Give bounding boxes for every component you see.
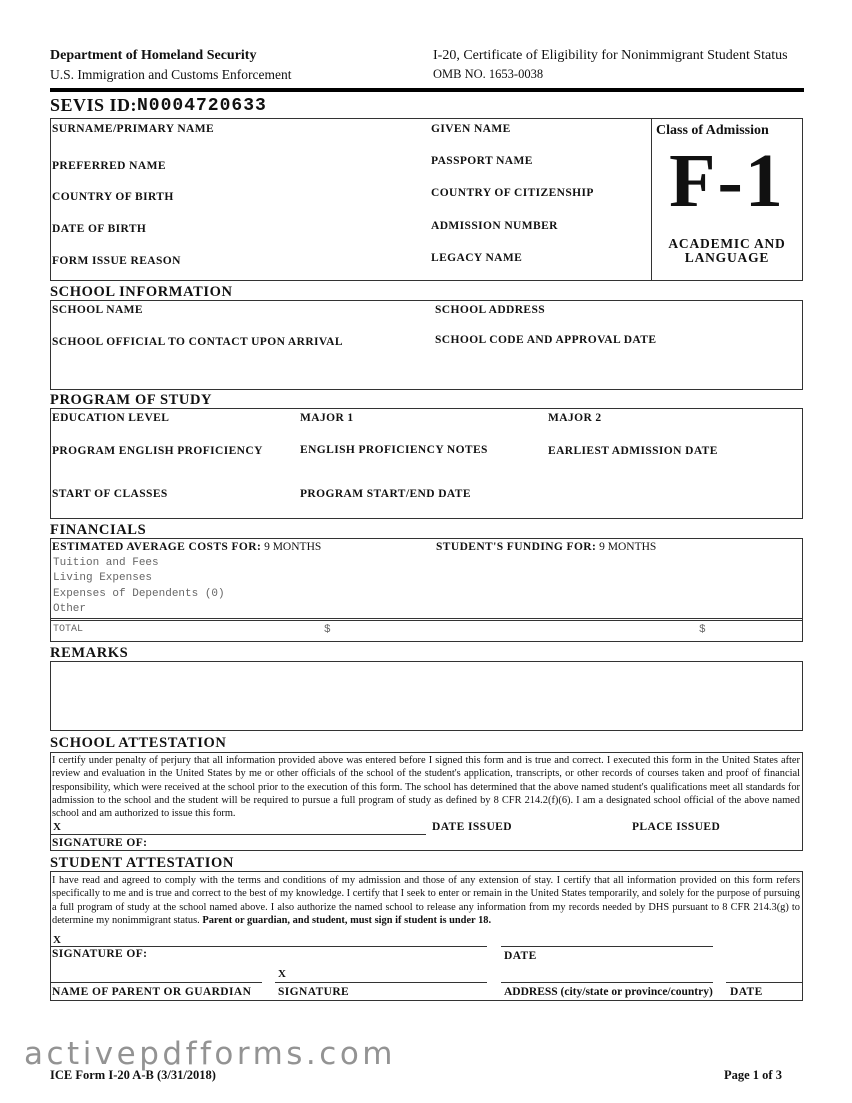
funding-period: 9 MONTHS bbox=[599, 541, 657, 553]
header-rule bbox=[50, 88, 804, 92]
legacy-name-label: LEGACY NAME bbox=[431, 252, 523, 264]
preferred-name-label: PREFERRED NAME bbox=[52, 160, 166, 172]
major2-label: MAJOR 2 bbox=[548, 412, 602, 424]
watermark: activepdfforms.com bbox=[24, 1036, 396, 1072]
total-label: TOTAL bbox=[53, 624, 84, 635]
funding-header bbox=[436, 541, 656, 553]
student-attestation-body: I have read and agreed to comply with the terms and conditions of my admission and those of any extension of stay. I certify that all information provided on this form refers specifically to me and is true and correct to the best of my knowledge. I certify that I seek to enter or remain in the United States temporarily, and solely for the purpose of pursuing a full program of study at the school named above. I also authorize the named school to release any information from my records needed by DHS pursuant to 8 CFR 214.3(g) to determine my nonimmigrant status. bbox=[52, 875, 800, 926]
costs-header bbox=[52, 541, 321, 553]
student-signature-of-label: SIGNATURE OF: bbox=[52, 948, 148, 960]
school-signature-line bbox=[50, 834, 426, 835]
total-rule-top bbox=[50, 618, 803, 619]
sevis-label: SEVIS ID: bbox=[50, 95, 138, 115]
school-attestation-title: SCHOOL ATTESTATION bbox=[50, 735, 227, 751]
passport-name-label: PASSPORT NAME bbox=[431, 155, 533, 167]
parent-name-line bbox=[50, 982, 262, 983]
parent-signature-x: X bbox=[278, 968, 286, 980]
school-info-title: SCHOOL INFORMATION bbox=[50, 284, 233, 300]
start-classes-label: START OF CLASSES bbox=[52, 488, 168, 500]
class-desc-line1: ACADEMIC AND bbox=[668, 236, 786, 251]
parent-date-line bbox=[726, 982, 803, 983]
given-name-label: GIVEN NAME bbox=[431, 123, 511, 135]
total-funding-symbol: $ bbox=[699, 624, 706, 636]
parent-address-label: ADDRESS (city/state or province/country) bbox=[504, 986, 713, 998]
major1-label: MAJOR 1 bbox=[300, 412, 354, 424]
financials-title: FINANCIALS bbox=[50, 522, 147, 538]
program-start-end-label: PROGRAM START/END DATE bbox=[300, 488, 471, 500]
school-name-label: SCHOOL NAME bbox=[52, 304, 143, 316]
funding-label: STUDENT'S FUNDING FOR: bbox=[436, 541, 597, 553]
cost-item: Tuition and Fees bbox=[53, 557, 159, 569]
agency-line-1: Department of Homeland Security bbox=[50, 48, 257, 63]
school-signature-x: X bbox=[53, 821, 61, 833]
page-number: Page 1 of 3 bbox=[724, 1068, 782, 1082]
country-citizenship-label: COUNTRY OF CITIZENSHIP bbox=[431, 187, 594, 199]
omb-number: OMB NO. 1653-0038 bbox=[433, 67, 544, 81]
surname-label: SURNAME/PRIMARY NAME bbox=[52, 123, 215, 135]
english-notes-label: ENGLISH PROFICIENCY NOTES bbox=[300, 444, 488, 456]
sevis-id: N0004720633 bbox=[137, 96, 267, 116]
school-signature-of-label: SIGNATURE OF: bbox=[52, 837, 148, 849]
date-birth-label: DATE OF BIRTH bbox=[52, 223, 147, 235]
education-level-label: EDUCATION LEVEL bbox=[52, 412, 170, 424]
remarks-title: REMARKS bbox=[50, 645, 129, 661]
total-costs-symbol: $ bbox=[324, 624, 331, 636]
student-attestation-text bbox=[52, 874, 800, 927]
school-official-label: SCHOOL OFFICIAL TO CONTACT UPON ARRIVAL bbox=[52, 336, 343, 348]
student-signature-line bbox=[50, 946, 487, 947]
form-issue-reason-label: FORM ISSUE REASON bbox=[52, 255, 181, 267]
date-issued-label: DATE ISSUED bbox=[432, 821, 512, 833]
costs-period: 9 MONTHS bbox=[264, 541, 322, 553]
program-title: PROGRAM OF STUDY bbox=[50, 392, 213, 408]
school-code-label: SCHOOL CODE AND APPROVAL DATE bbox=[435, 334, 657, 346]
student-signature-x: X bbox=[53, 934, 61, 946]
student-date-label: DATE bbox=[504, 950, 537, 962]
cost-item: Other bbox=[53, 603, 87, 615]
parent-name-label: NAME OF PARENT OR GUARDIAN bbox=[52, 986, 252, 998]
program-box bbox=[50, 408, 803, 519]
form-id: ICE Form I-20 A-B (3/31/2018) bbox=[50, 1068, 216, 1082]
school-attestation-text: I certify under penalty of perjury that all information provided above was entered before I signed this form and is true and correct. I executed this form in the United States after review and evaluation in the United States by me or other officials of the school of the student's application, transcripts, or other records of courses taken and proof of financial responsibility, which were received at the school prior to the execution of this form. The school has determined that the above named student's qualifications meet all standards for admission to the school and the student will be required to pursue a full program of study as defined by 8 CFR 214.2(f)(6). I am a designated school official of the above named school and am authorized to issue this form. bbox=[52, 755, 800, 820]
class-desc-line2: LANGUAGE bbox=[684, 250, 770, 265]
class-value: F-1 bbox=[669, 139, 785, 223]
place-issued-label: PLACE ISSUED bbox=[632, 821, 721, 833]
country-birth-label: COUNTRY OF BIRTH bbox=[52, 191, 174, 203]
parent-date-label: DATE bbox=[730, 986, 763, 998]
student-date-line bbox=[501, 946, 713, 947]
cost-item: Expenses of Dependents (0) bbox=[53, 588, 225, 600]
remarks-box bbox=[50, 661, 803, 731]
parent-signature-label: SIGNATURE bbox=[278, 986, 350, 998]
student-attestation-title: STUDENT ATTESTATION bbox=[50, 855, 234, 871]
english-proficiency-label: PROGRAM ENGLISH PROFICIENCY bbox=[52, 445, 263, 457]
agency-line-2: U.S. Immigration and Customs Enforcement bbox=[50, 67, 292, 82]
class-of-admission-label: Class of Admission bbox=[656, 123, 769, 138]
student-attestation-bold: Parent or guardian, and student, must sign if student is under 18. bbox=[202, 914, 492, 926]
form-title: I-20, Certificate of Eligibility for Nonimmigrant Student Status bbox=[433, 48, 788, 63]
parent-address-line bbox=[501, 982, 713, 983]
costs-label: ESTIMATED AVERAGE COSTS FOR: bbox=[52, 541, 262, 553]
parent-signature-line bbox=[275, 982, 487, 983]
school-address-label: SCHOOL ADDRESS bbox=[435, 304, 546, 316]
cost-item: Living Expenses bbox=[53, 572, 153, 584]
earliest-admission-label: EARLIEST ADMISSION DATE bbox=[548, 445, 718, 457]
total-rule-bottom bbox=[50, 620, 803, 621]
admission-number-label: ADMISSION NUMBER bbox=[431, 220, 558, 232]
